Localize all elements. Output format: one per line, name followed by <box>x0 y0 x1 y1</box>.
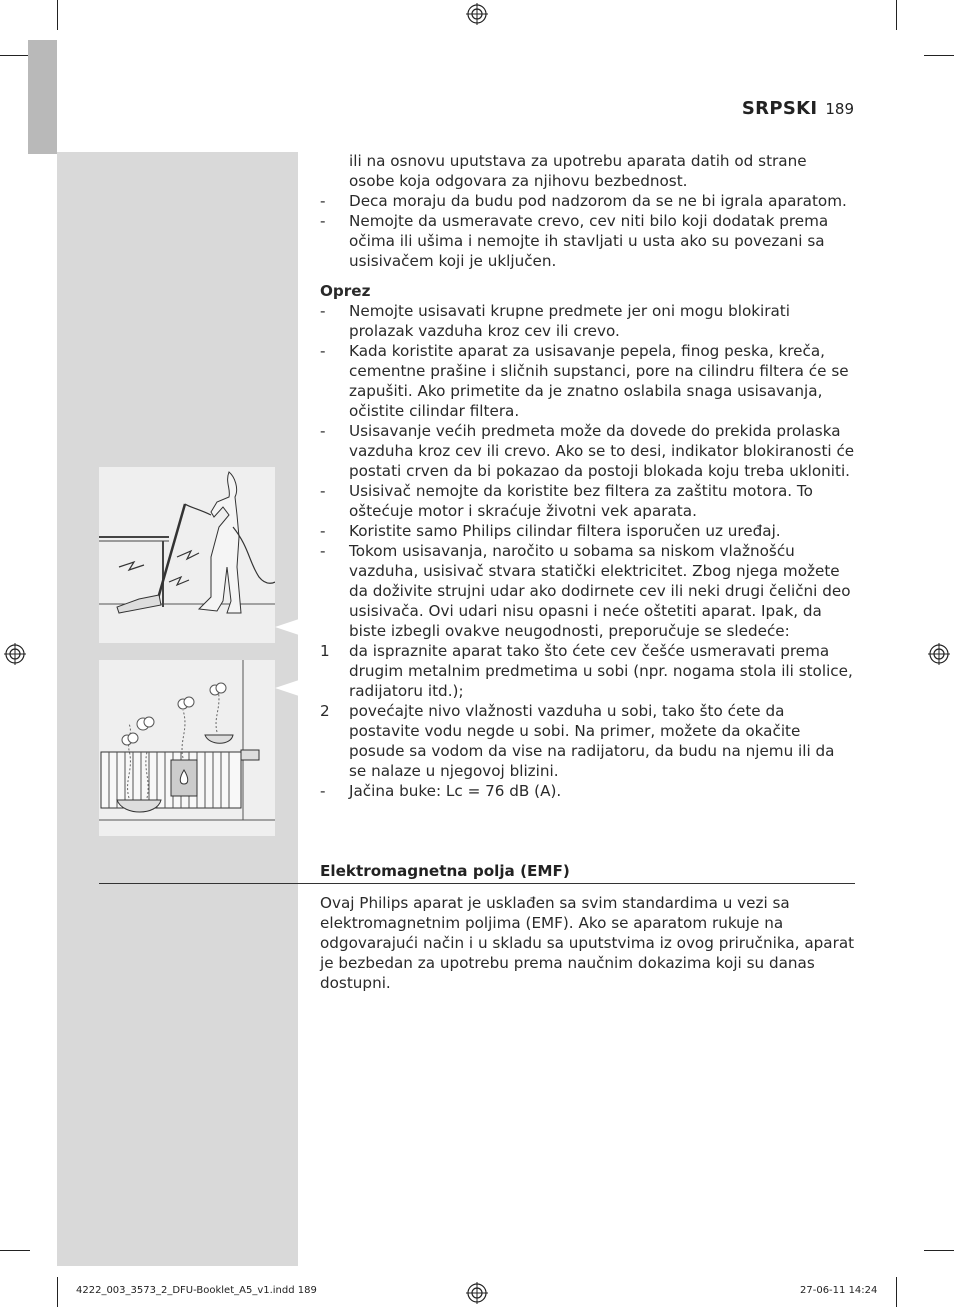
radiator-humidity-illustration <box>99 660 275 836</box>
registration-mark-icon <box>466 3 488 25</box>
vacuum-static-drawing <box>99 467 275 643</box>
paragraph-continued: ili na osnovu uputstava za upotrebu aparata datih od strane osobe koja odgovara za njihovu bezbednost. <box>349 152 807 190</box>
crop-mark <box>924 1250 954 1251</box>
section-heading-emf: Elektromagnetna polja (EMF) <box>320 862 570 880</box>
footer-file: 4222_003_3573_2_DFU-Booklet_A5_v1.indd 189 <box>76 1285 317 1296</box>
emf-paragraph: Ovaj Philips aparat je usklađen sa svim standardima u vezi sa elektromagnetnim poljima (EMF). Ako se aparatom rukuje na odgovarajući način i u skladu sa uputstvima iz ovog priručnika, aparat je bezbedan za upotrebu prema naučnim dokazima koji su danas dostupni. <box>320 894 855 992</box>
vacuum-static-illustration <box>99 467 275 643</box>
list-item <box>320 211 856 271</box>
list-item <box>320 481 856 521</box>
crop-mark <box>924 55 954 56</box>
list-marker: - <box>320 422 326 440</box>
list-item-text: Kada koristite aparat za usisavanje pepela, finog peska, kreča, cementne prašine i sličnih supstanci, pore na cilindru filtera će se zapušiti. Ako primetite da je znatno oslabila snaga usisavanja, očistite cilindar filtera. <box>349 342 849 420</box>
list-item-text: Nemojte da usmeravate crevo, cev niti bilo koji dodatak prema očima ili ušima i nemojte ih stavljati u usta ako su povezani sa usisivačem koji je uključen. <box>349 212 829 270</box>
list-item-text: povećajte nivo vlažnosti vazduha u sobi, tako što ćete da postavite vodu negde u sobi. Na primer, možete da okačite posude sa vodom da vise na radijatoru, da budu na njemu ili da se nalaze u njegovoj blizini. <box>349 702 835 780</box>
list-item-text: Deca moraju da budu pod nadzorom da se ne bi igrala aparatom. <box>349 192 847 210</box>
language-tab <box>28 40 57 154</box>
crop-mark <box>0 1250 30 1251</box>
language-label: SRPSKI <box>741 98 818 119</box>
list-item <box>320 701 856 781</box>
crop-mark <box>57 1277 58 1307</box>
illustration-pointer <box>275 680 299 696</box>
list-marker: - <box>320 192 326 210</box>
registration-mark-icon <box>928 643 950 665</box>
illustration-pointer <box>275 619 299 635</box>
list-marker: - <box>320 542 326 560</box>
list-item-text: Jačina buke: Lc = 76 dB (A). <box>349 782 562 800</box>
footer-date: 27-06-11 14:24 <box>800 1285 878 1296</box>
crop-mark <box>896 1277 897 1307</box>
list-marker: - <box>320 782 326 800</box>
list-item-text: Tokom usisavanja, naročito u sobama sa niskom vlažnošću vazduha, usisivač stvara statički elektricitet. Zbog njega možete da doživite strujni udar ako dodirnete cev ili neki drugi čelični deo usisivača. Ovi udari nisu opasni i neće oštetiti aparat. Ipak, da biste izbegli ovakve neugodnosti, preporučuje se sledeće: <box>349 542 851 640</box>
list-item-text: Usisavanje većih predmeta može da dovede do prekida prolaska vazduha kroz cev ili crevo. Ako se to desi, indikator blokiranosti će postati crven da bi pokazao da postoji blokada koju treba ukloniti. <box>349 422 855 480</box>
page-number: 189 <box>825 100 854 118</box>
list-item <box>320 541 856 641</box>
crop-mark <box>57 0 58 30</box>
list-item-text: Nemojte usisavati krupne predmete jer oni mogu blokirati prolazak vazduha kroz cev ili crevo. <box>349 302 790 340</box>
list-item <box>320 421 856 481</box>
list-marker: - <box>320 482 326 500</box>
crop-mark <box>896 0 897 30</box>
section-divider <box>99 883 855 884</box>
list-item <box>320 341 856 421</box>
page-header <box>742 98 854 119</box>
list-item <box>320 781 856 801</box>
radiator-humidity-drawing <box>99 660 275 836</box>
list-item-text: Usisivač nemojte da koristite bez filtera za zaštitu motora. To oštećuje motor i skraćuje životni vek aparata. <box>349 482 813 520</box>
list-marker: - <box>320 342 326 360</box>
list-marker: - <box>320 302 326 320</box>
list-item <box>320 641 856 701</box>
list-marker: 2 <box>320 702 330 720</box>
list-item <box>320 301 856 341</box>
crop-mark <box>0 55 30 56</box>
safety-text <box>320 151 856 801</box>
list-marker: - <box>320 522 326 540</box>
list-item <box>320 191 856 211</box>
list-item-text: da ispraznite aparat tako što ćete cev češće usmeravati prema drugim metalnim predmetima u sobi (npr. nogama stola ili stolice, radijatoru itd.); <box>349 642 853 700</box>
list-item <box>320 521 856 541</box>
list-marker: - <box>320 212 326 230</box>
section-heading: Oprez <box>320 282 371 300</box>
registration-mark-icon <box>4 643 26 665</box>
registration-mark-icon <box>466 1282 488 1304</box>
list-marker: 1 <box>320 642 330 660</box>
list-item-text: Koristite samo Philips cilindar filtera isporučen uz uređaj. <box>349 522 781 540</box>
